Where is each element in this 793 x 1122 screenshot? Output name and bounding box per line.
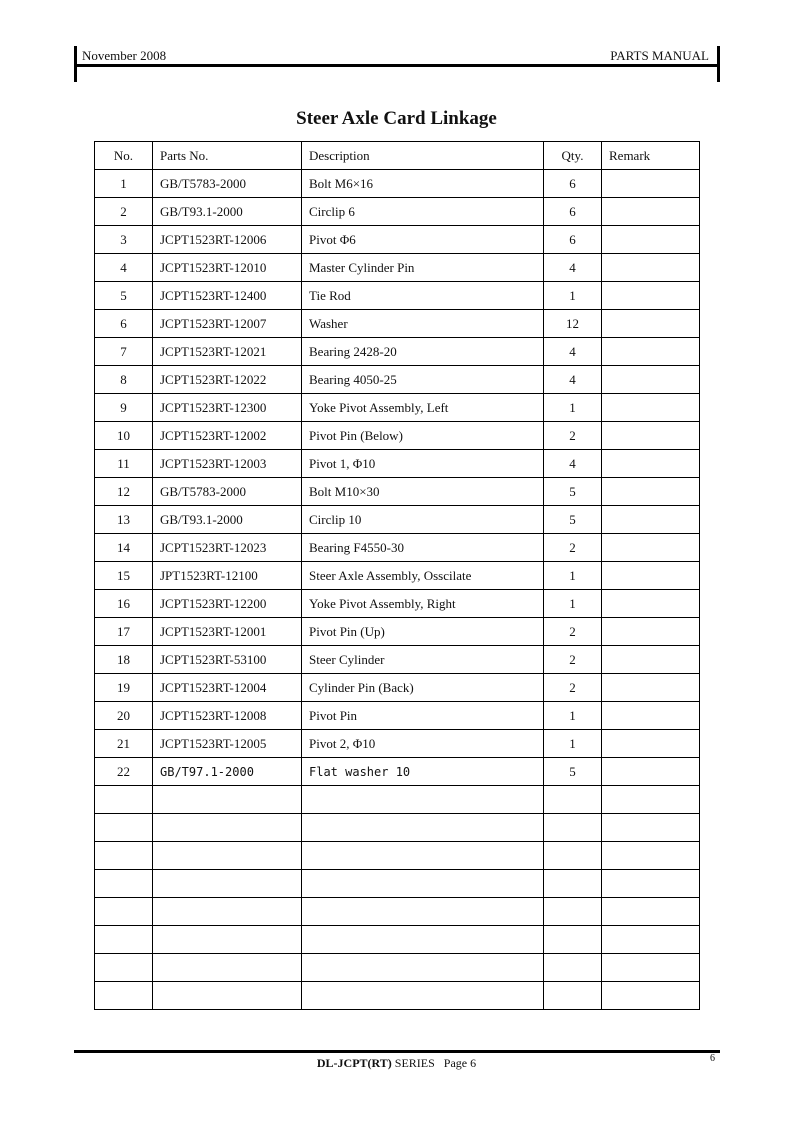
- footer-rule: [74, 1050, 720, 1053]
- table-row: [95, 170, 700, 198]
- cell-description: Pivot 2, Φ10: [302, 730, 544, 758]
- cell-remark: [602, 366, 700, 394]
- cell-no: 19: [95, 674, 153, 702]
- cell-parts-no: JCPT1523RT-12023: [153, 534, 302, 562]
- cell-parts-no: [153, 926, 302, 954]
- cell-description: Pivot Pin: [302, 702, 544, 730]
- cell-parts-no: GB/T5783-2000: [153, 478, 302, 506]
- cell-description: Steer Axle Assembly, Osscilate: [302, 562, 544, 590]
- cell-no: 17: [95, 618, 153, 646]
- cell-qty: 5: [544, 758, 602, 786]
- cell-remark: [602, 842, 700, 870]
- table-row: [95, 674, 700, 702]
- table-row: [95, 926, 700, 954]
- cell-parts-no: [153, 870, 302, 898]
- cell-remark: [602, 394, 700, 422]
- cell-qty: 5: [544, 506, 602, 534]
- footer-series: DL-JCPT(RT): [316, 1056, 392, 1070]
- header-rule: [74, 64, 720, 67]
- cell-no: 15: [95, 562, 153, 590]
- cell-qty: 1: [544, 702, 602, 730]
- cell-description: Pivot Pin (Below): [302, 422, 544, 450]
- cell-qty: 1: [544, 590, 602, 618]
- table-row: [95, 254, 700, 282]
- table-row: [95, 786, 700, 814]
- cell-description: Bearing 2428-20: [302, 338, 544, 366]
- cell-parts-no: JCPT1523RT-12200: [153, 590, 302, 618]
- cell-qty: 6: [544, 198, 602, 226]
- table-row: [95, 534, 700, 562]
- cell-remark: [602, 478, 700, 506]
- table-row: [95, 422, 700, 450]
- cell-remark: [602, 954, 700, 982]
- cell-no: 3: [95, 226, 153, 254]
- cell-parts-no: GB/T93.1-2000: [153, 506, 302, 534]
- cell-remark: [602, 674, 700, 702]
- table-row: [95, 366, 700, 394]
- cell-no: [95, 814, 153, 842]
- cell-parts-no: JCPT1523RT-12005: [153, 730, 302, 758]
- cell-description: Circlip 6: [302, 198, 544, 226]
- cell-qty: 4: [544, 450, 602, 478]
- cell-qty: [544, 842, 602, 870]
- cell-no: [95, 982, 153, 1010]
- cell-description: Flat washer 10: [302, 758, 544, 786]
- cell-remark: [602, 338, 700, 366]
- cell-no: [95, 786, 153, 814]
- table-row: [95, 478, 700, 506]
- cell-qty: 5: [544, 478, 602, 506]
- table-row: [95, 702, 700, 730]
- cell-description: [302, 982, 544, 1010]
- cell-parts-no: JCPT1523RT-12400: [153, 282, 302, 310]
- cell-remark: [602, 926, 700, 954]
- cell-remark: [602, 534, 700, 562]
- cell-remark: [602, 646, 700, 674]
- cell-no: 2: [95, 198, 153, 226]
- cell-remark: [602, 226, 700, 254]
- col-header-description: Description: [302, 142, 544, 170]
- table-row: [95, 646, 700, 674]
- cell-qty: 1: [544, 562, 602, 590]
- cell-no: 8: [95, 366, 153, 394]
- cell-remark: [602, 730, 700, 758]
- cell-description: [302, 926, 544, 954]
- footer-page-label: Page 6: [443, 1056, 477, 1070]
- cell-qty: 12: [544, 310, 602, 338]
- cell-parts-no: GB/T97.1-2000: [153, 758, 302, 786]
- col-header-remark: Remark: [602, 142, 700, 170]
- cell-qty: [544, 954, 602, 982]
- cell-no: 7: [95, 338, 153, 366]
- table-row: [95, 562, 700, 590]
- table-row: [95, 394, 700, 422]
- cell-remark: [602, 898, 700, 926]
- cell-no: [95, 842, 153, 870]
- table-row: [95, 814, 700, 842]
- cell-remark: [602, 590, 700, 618]
- cell-description: Yoke Pivot Assembly, Right: [302, 590, 544, 618]
- cell-no: 21: [95, 730, 153, 758]
- parts-table: [94, 141, 700, 1010]
- cell-parts-no: JCPT1523RT-12021: [153, 338, 302, 366]
- cell-remark: [602, 310, 700, 338]
- table-row: [95, 226, 700, 254]
- cell-description: Cylinder Pin (Back): [302, 674, 544, 702]
- cell-remark: [602, 982, 700, 1010]
- cell-parts-no: JCPT1523RT-12004: [153, 674, 302, 702]
- cell-parts-no: [153, 982, 302, 1010]
- cell-description: Bolt M10×30: [302, 478, 544, 506]
- cell-no: 13: [95, 506, 153, 534]
- cell-remark: [602, 702, 700, 730]
- cell-no: 22: [95, 758, 153, 786]
- cell-description: Pivot 1, Φ10: [302, 450, 544, 478]
- cell-parts-no: GB/T93.1-2000: [153, 198, 302, 226]
- cell-parts-no: JCPT1523RT-12007: [153, 310, 302, 338]
- cell-qty: 2: [544, 646, 602, 674]
- cell-no: 18: [95, 646, 153, 674]
- cell-remark: [602, 450, 700, 478]
- cell-parts-no: [153, 814, 302, 842]
- cell-parts-no: [153, 954, 302, 982]
- cell-description: Circlip 10: [302, 506, 544, 534]
- cell-parts-no: JCPT1523RT-12003: [153, 450, 302, 478]
- cell-parts-no: JCPT1523RT-53100: [153, 646, 302, 674]
- cell-qty: 1: [544, 730, 602, 758]
- cell-qty: [544, 898, 602, 926]
- cell-qty: [544, 814, 602, 842]
- cell-parts-no: JCPT1523RT-12022: [153, 366, 302, 394]
- cell-no: 10: [95, 422, 153, 450]
- cell-qty: 2: [544, 674, 602, 702]
- cell-qty: 1: [544, 282, 602, 310]
- cell-remark: [602, 506, 700, 534]
- cell-parts-no: JCPT1523RT-12006: [153, 226, 302, 254]
- cell-remark: [602, 254, 700, 282]
- cell-remark: [602, 870, 700, 898]
- cell-description: [302, 870, 544, 898]
- cell-description: Master Cylinder Pin: [302, 254, 544, 282]
- table-row: [95, 898, 700, 926]
- cell-no: 1: [95, 170, 153, 198]
- cell-qty: 2: [544, 422, 602, 450]
- table-row: [95, 450, 700, 478]
- cell-description: Washer: [302, 310, 544, 338]
- cell-no: 20: [95, 702, 153, 730]
- table-row: [95, 758, 700, 786]
- page-title: Steer Axle Card Linkage: [296, 108, 497, 129]
- table-row: [95, 870, 700, 898]
- cell-remark: [602, 758, 700, 786]
- cell-no: 11: [95, 450, 153, 478]
- cell-no: 16: [95, 590, 153, 618]
- cell-description: Tie Rod: [302, 282, 544, 310]
- cell-description: Bearing 4050-25: [302, 366, 544, 394]
- cell-remark: [602, 422, 700, 450]
- cell-no: [95, 926, 153, 954]
- cell-qty: 1: [544, 394, 602, 422]
- cell-no: [95, 870, 153, 898]
- cell-description: Steer Cylinder: [302, 646, 544, 674]
- cell-qty: 6: [544, 170, 602, 198]
- cell-remark: [602, 282, 700, 310]
- cell-description: Pivot Pin (Up): [302, 618, 544, 646]
- cell-description: Bearing F4550-30: [302, 534, 544, 562]
- table-row: [95, 954, 700, 982]
- table-row: [95, 590, 700, 618]
- table-row: [95, 730, 700, 758]
- header-date: November 2008: [82, 48, 167, 63]
- cell-remark: [602, 198, 700, 226]
- cell-no: 12: [95, 478, 153, 506]
- cell-remark: [602, 562, 700, 590]
- table-header-row: [95, 142, 700, 170]
- cell-no: [95, 954, 153, 982]
- cell-description: Bolt M6×16: [302, 170, 544, 198]
- table-row: [95, 982, 700, 1010]
- cell-qty: 4: [544, 338, 602, 366]
- cell-no: 14: [95, 534, 153, 562]
- cell-qty: [544, 982, 602, 1010]
- footer-text: [0, 1056, 793, 1071]
- table-row: [95, 282, 700, 310]
- cell-qty: [544, 786, 602, 814]
- cell-description: [302, 842, 544, 870]
- cell-parts-no: JCPT1523RT-12008: [153, 702, 302, 730]
- col-header-no: No.: [95, 142, 153, 170]
- cell-no: 6: [95, 310, 153, 338]
- cell-parts-no: [153, 842, 302, 870]
- cell-parts-no: JCPT1523RT-12010: [153, 254, 302, 282]
- cell-description: [302, 814, 544, 842]
- header-manual-label: PARTS MANUAL: [610, 48, 709, 63]
- cell-qty: [544, 926, 602, 954]
- col-header-qty: Qty.: [544, 142, 602, 170]
- table-row: [95, 506, 700, 534]
- cell-no: 4: [95, 254, 153, 282]
- cell-description: [302, 954, 544, 982]
- cell-parts-no: JCPT1523RT-12300: [153, 394, 302, 422]
- cell-description: [302, 898, 544, 926]
- parts-table-body: [95, 170, 700, 1010]
- table-row: [95, 842, 700, 870]
- cell-qty: 4: [544, 254, 602, 282]
- cell-description: [302, 786, 544, 814]
- table-row: [95, 310, 700, 338]
- col-header-parts-no: Parts No.: [153, 142, 302, 170]
- cell-parts-no: JCPT1523RT-12001: [153, 618, 302, 646]
- cell-remark: [602, 170, 700, 198]
- cell-parts-no: GB/T5783-2000: [153, 170, 302, 198]
- cell-parts-no: [153, 786, 302, 814]
- cell-remark: [602, 618, 700, 646]
- cell-no: 5: [95, 282, 153, 310]
- footer-page-number: 6: [710, 1053, 715, 1064]
- cell-qty: 6: [544, 226, 602, 254]
- cell-qty: 4: [544, 366, 602, 394]
- cell-description: Yoke Pivot Assembly, Left: [302, 394, 544, 422]
- cell-remark: [602, 786, 700, 814]
- cell-qty: 2: [544, 534, 602, 562]
- footer-series-suffix: SERIES: [391, 1056, 435, 1070]
- table-row: [95, 618, 700, 646]
- cell-qty: 2: [544, 618, 602, 646]
- cell-remark: [602, 814, 700, 842]
- cell-no: 9: [95, 394, 153, 422]
- cell-qty: [544, 870, 602, 898]
- cell-no: [95, 898, 153, 926]
- table-row: [95, 198, 700, 226]
- cell-description: Pivot Φ6: [302, 226, 544, 254]
- cell-parts-no: JCPT1523RT-12002: [153, 422, 302, 450]
- cell-parts-no: [153, 898, 302, 926]
- table-row: [95, 338, 700, 366]
- cell-parts-no: JPT1523RT-12100: [153, 562, 302, 590]
